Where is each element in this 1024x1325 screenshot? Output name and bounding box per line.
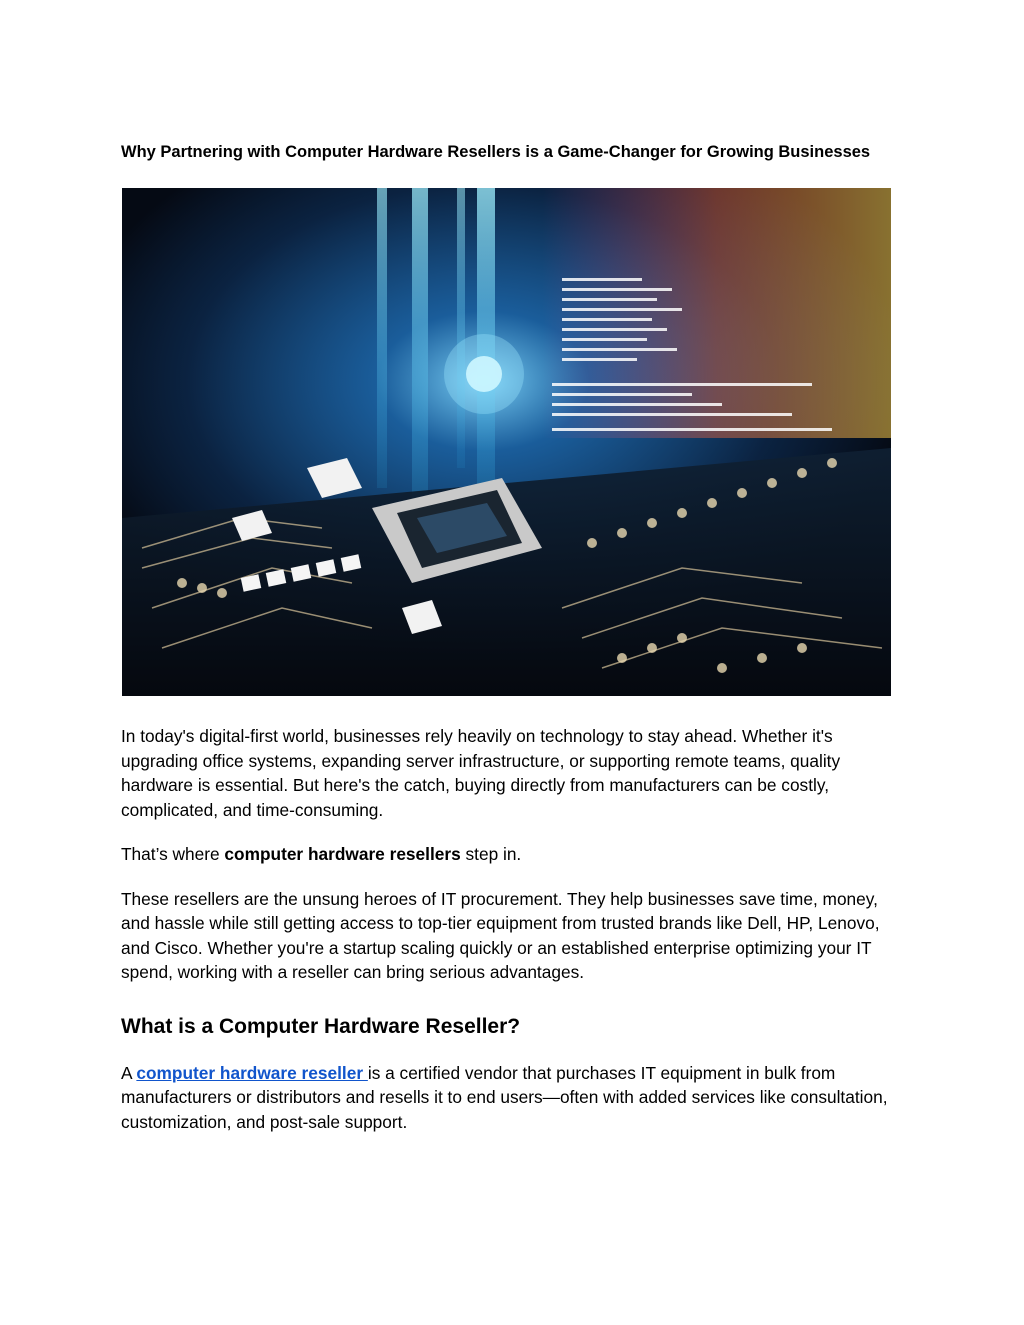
document-page (121, 140, 893, 1134)
reseller-intro-paragraph (121, 842, 893, 867)
intro-paragraph: In today's digital-first world, businesses rely heavily on technology to stay ahead. Whether it's upgrading office systems, expanding server infrastructure, or supporting remote teams, quality hardware is essential. But here's the catch, buying directly from manufacturers can be costly, complicated, and time-consuming. (121, 726, 841, 820)
paragraph-text: step in. (460, 844, 522, 864)
definition-paragraph (121, 1061, 893, 1135)
paragraph-text: is a certified vendor that purchases IT equipment in bulk from manufacturers or distributors and resells it to end users—often with added services like consultation, customization, and post-sale support. (121, 1062, 888, 1132)
circuit-board-hero-image (122, 188, 891, 696)
bold-phrase: computer hardware resellers (224, 844, 461, 864)
article-title: Why Partnering with Computer Hardware Resellers is a Game-Changer for Growing Businesses (121, 143, 871, 161)
benefits-paragraph: These resellers are the unsung heroes of IT procurement. They help businesses save time, money, and hassle while still getting access to top-tier equipment from trusted brands like Dell, HP, Lenovo, and Cisco. Whether you're a startup scaling quickly or an established enterprise optimizing your IT spend, working with a reseller can bring serious advantages. (121, 888, 880, 982)
computer-hardware-reseller-link[interactable]: computer hardware reseller (136, 1062, 368, 1083)
section-heading: What is a Computer Hardware Reseller? (121, 1014, 521, 1038)
paragraph-text: A (121, 1062, 137, 1083)
paragraph-text: That’s where (121, 844, 225, 864)
